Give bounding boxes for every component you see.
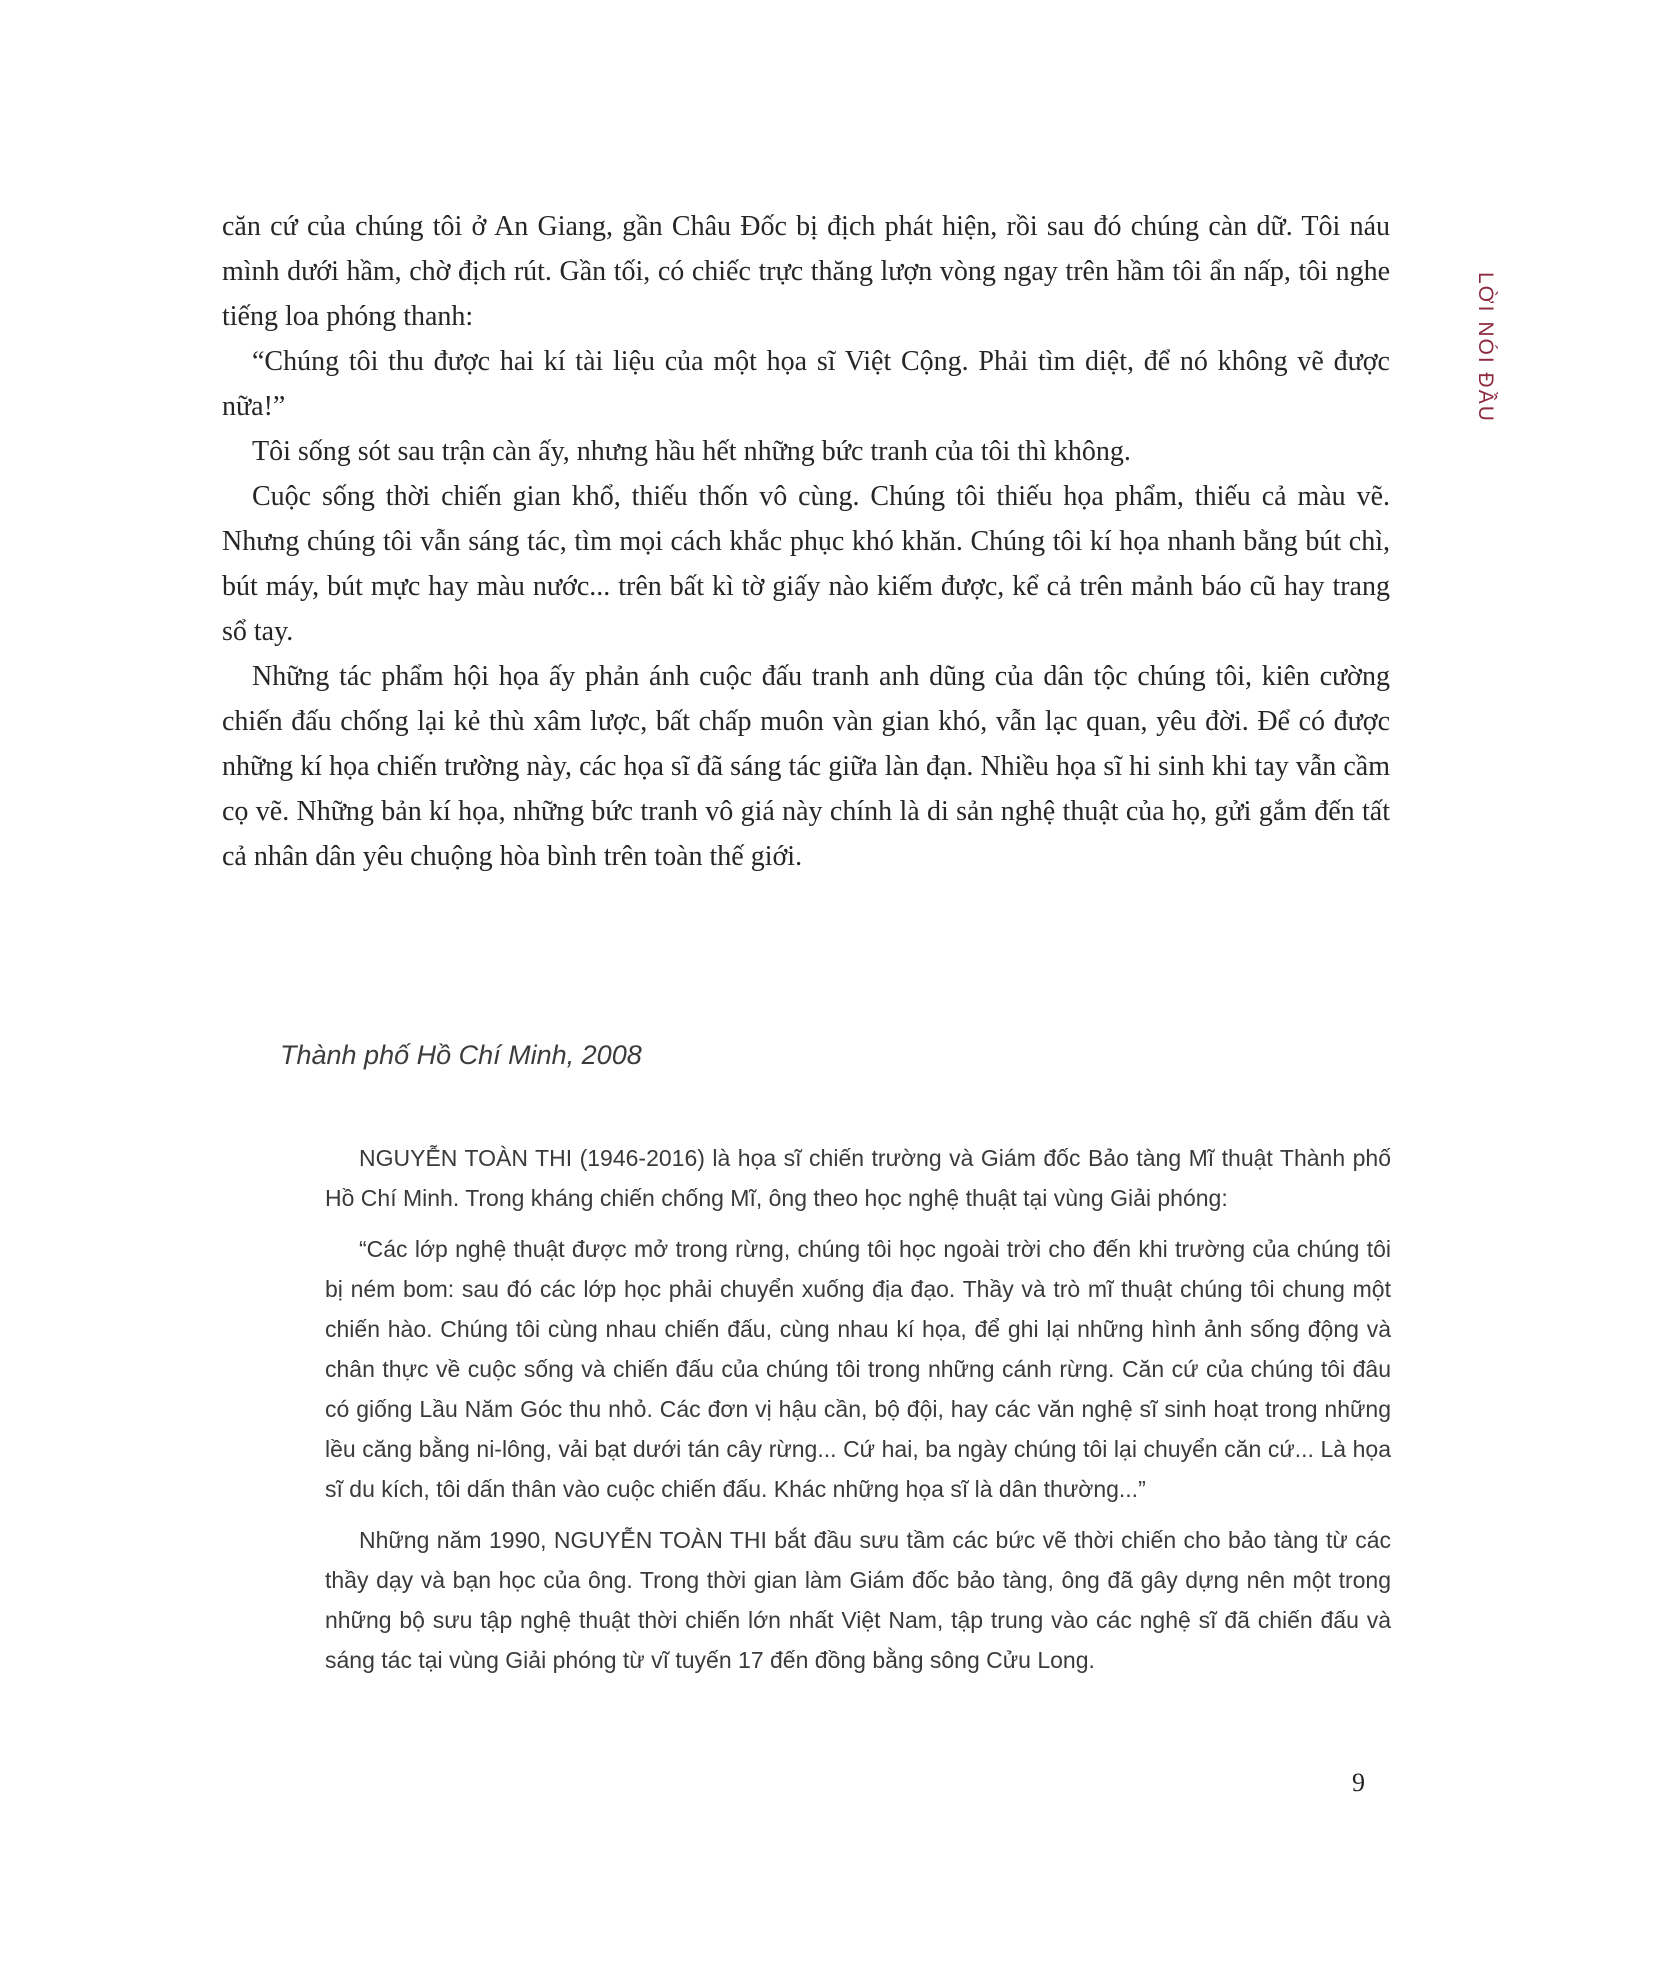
bio-paragraph: NGUYỄN TOÀN THI (1946-2016) là họa sĩ chiến trường và Giám đốc Bảo tàng Mĩ thuật Thành phố Hồ Chí Minh. Trong kháng chiến chống Mĩ, ông theo học nghệ thuật tại vùng Giải phóng: xyxy=(325,1145,1391,1211)
body-paragraph: Cuộc sống thời chiến gian khổ, thiếu thốn vô cùng. Chúng tôi thiếu họa phẩm, thiếu cả màu vẽ. Nhưng chúng tôi vẫn sáng tác, tìm mọi cách khắc phục khó khăn. Chúng tôi kí họa nhanh bằng bút chì, bút máy, bút mực hay màu nước... trên bất kì tờ giấy nào kiếm được, kể cả trên mảnh báo cũ hay trang sổ tay. xyxy=(222,481,1390,647)
author-bio-block xyxy=(325,1138,1391,1691)
body-paragraph: Những tác phẩm hội họa ấy phản ánh cuộc đấu tranh anh dũng của dân tộc chúng tôi, kiên cường chiến đấu chống lại kẻ thù xâm lược, bất chấp muôn vàn gian khó, vẫn lạc quan, yêu đời. Để có được những kí họa chiến trường này, các họa sĩ đã sáng tác giữa làn đạn. Nhiều họa sĩ hi sinh khi tay vẫn cầm cọ vẽ. Những bản kí họa, những bức tranh vô giá này chính là di sản nghệ thuật của họ, gửi gắm đến tất cả nhân dân yêu chuộng hòa bình trên toàn thế giới. xyxy=(222,661,1390,872)
page-number: 9 xyxy=(1352,1768,1365,1797)
body-paragraph: Tôi sống sót sau trận càn ấy, nhưng hầu hết những bức tranh của tôi thì không. xyxy=(252,436,1131,467)
body-paragraph: căn cứ của chúng tôi ở An Giang, gần Châu Đốc bị địch phát hiện, rồi sau đó chúng càn dữ. Tôi náu mình dưới hầm, chờ địch rút. Gần tối, có chiếc trực thăng lượn vòng ngay trên hầm tôi ẩn nấp, tôi nghe tiếng loa phóng thanh: xyxy=(222,211,1390,332)
body-text-block xyxy=(222,204,1390,879)
margin-section-label: LỜI NÓI ĐẦU xyxy=(1474,272,1497,423)
bio-paragraph: Những năm 1990, NGUYỄN TOÀN THI bắt đầu sưu tầm các bức vẽ thời chiến cho bảo tàng từ các thầy dạy và bạn học của ông. Trong thời gian làm Giám đốc bảo tàng, ông đã gây dựng nên một trong những bộ sưu tập nghệ thuật thời chiến lớn nhất Việt Nam, tập trung vào các nghệ sĩ đã chiến đấu và sáng tác tại vùng Giải phóng từ vĩ tuyến 17 đến đồng bằng sông Cửu Long. xyxy=(325,1527,1391,1673)
bio-paragraph: “Các lớp nghệ thuật được mở trong rừng, chúng tôi học ngoài trời cho đến khi trường của chúng tôi bị ném bom: sau đó các lớp học phải chuyển xuống địa đạo. Thầy và trò mĩ thuật chúng tôi chung một chiến hào. Chúng tôi cùng nhau chiến đấu, cùng nhau kí họa, để ghi lại những hình ảnh sống động và chân thực về cuộc sống và chiến đấu của chúng tôi trong những cánh rừng. Căn cứ của chúng tôi đâu có giống Lầu Năm Góc thu nhỏ. Các đơn vị hậu cần, bộ đội, hay các văn nghệ sĩ sinh hoạt trong những lều căng bằng ni-lông, vải bạt dưới tán cây rừng... Cứ hai, ba ngày chúng tôi lại chuyển căn cứ... Là họa sĩ du kích, tôi dấn thân vào cuộc chiến đấu. Khác những họa sĩ là dân thường...” xyxy=(325,1236,1391,1502)
dateline: Thành phố Hồ Chí Minh, 2008 xyxy=(280,1040,642,1070)
body-paragraph: “Chúng tôi thu được hai kí tài liệu của một họa sĩ Việt Cộng. Phải tìm diệt, để nó không vẽ được nữa!” xyxy=(222,346,1390,422)
